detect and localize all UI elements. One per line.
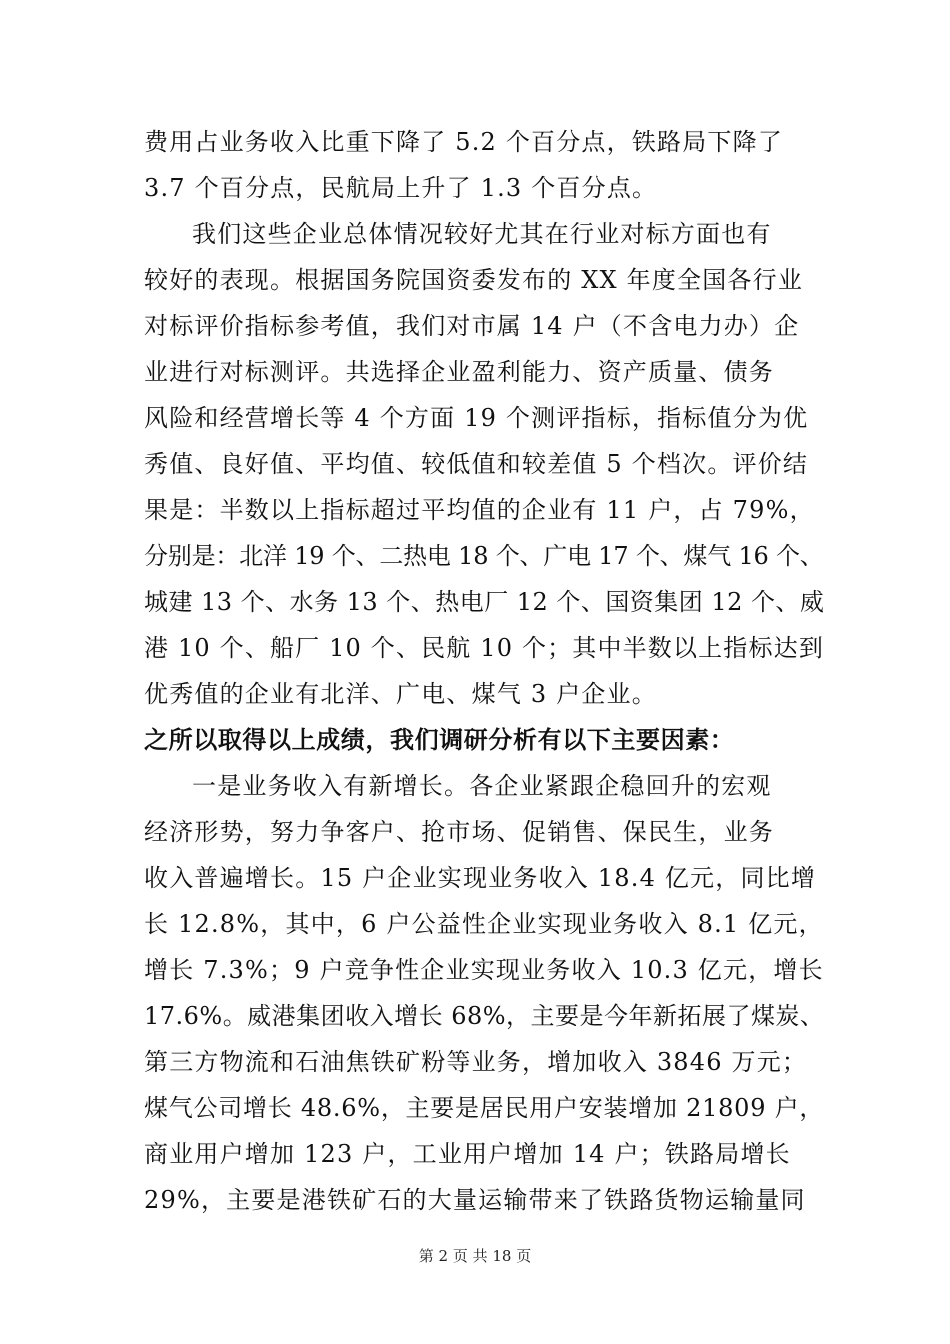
text-line: 对标评价指标参考值，我们对市属 14 户（不含电力办）企 [144,312,800,340]
text-line: 经济形势，努力争客户、抢市场、促销售、保民生，业务 [144,818,774,846]
text-line: 城建 13 个、水务 13 个、热电厂 12 个、国资集团 12 个、威 [144,588,825,616]
paragraph-start: 我们这些企业总体情况较好尤其在行业对标方面也有 [192,220,772,248]
text-line: 优秀值的企业有北洋、广电、煤气 3 户企业。 [144,680,657,708]
text-line: 17.6%。威港集团收入增长 68%，主要是今年新拓展了煤炭、 [144,1002,825,1030]
text-line: 煤气公司增长 48.6%，主要是居民用户安装增加 21809 户， [144,1094,825,1122]
text-line: 风险和经营增长等 4 个方面 19 个测评指标，指标值分为优 [144,404,809,432]
section-heading: 之所以取得以上成绩，我们调研分析有以下主要因素： [144,726,735,754]
text-line: 3.7 个百分点，民航局上升了 1.3 个百分点。 [144,174,658,202]
text-line: 长 12.8%，其中，6 户公益性企业实现业务收入 8.1 亿元， [144,910,824,938]
text-line: 增长 7.3%；9 户竞争性企业实现业务收入 10.3 亿元，增长 [144,956,824,984]
paragraph-start: 一是业务收入有新增长。各企业紧跟企稳回升的宏观 [192,772,772,800]
text-line: 秀值、良好值、平均值、较低值和较差值 5 个档次。评价结 [144,450,809,478]
text-line: 收入普遍增长。15 户企业实现业务收入 18.4 亿元，同比增 [144,864,817,892]
page-footer: 第 2 页 共 18 页 [418,1247,532,1265]
text-line: 29%，主要是港铁矿石的大量运输带来了铁路货物运输量同 [144,1186,806,1214]
text-line: 商业用户增加 123 户，工业用户增加 14 户；铁路局增长 [144,1140,791,1168]
text-line: 分别是：北洋 19 个、二热电 18 个、广电 17 个、煤气 16 个、 [144,542,824,570]
text-line: 果是：半数以上指标超过平均值的企业有 11 户，占 79%， [144,496,815,524]
text-line: 港 10 个、船厂 10 个、民航 10 个；其中半数以上指标达到 [144,634,824,662]
text-line: 业进行对标测评。共选择企业盈利能力、资产质量、债务 [144,358,774,386]
text-line: 第三方物流和石油焦铁矿粉等业务，增加收入 3846 万元； [144,1048,808,1076]
text-line: 较好的表现。根据国务院国资委发布的 XX 年度全国各行业 [144,266,804,294]
text-line: 费用占业务收入比重下降了 5.2 个百分点，铁路局下降了 [144,128,784,156]
